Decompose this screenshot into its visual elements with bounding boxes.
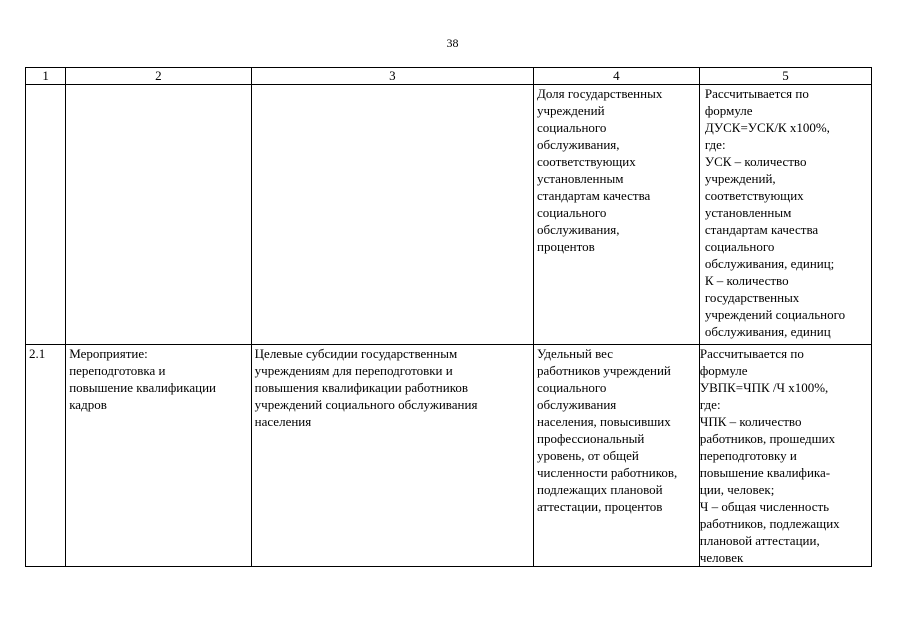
table-row xyxy=(26,85,872,345)
row-number-cell: 2.1 xyxy=(26,345,66,567)
header-cell-4: 4 xyxy=(533,68,699,85)
header-cell-3: 3 xyxy=(251,68,533,85)
event-cell xyxy=(66,85,251,345)
row-number-cell xyxy=(26,85,66,345)
table-header-row xyxy=(26,68,872,85)
description-cell xyxy=(251,85,533,345)
page-number: 38 xyxy=(446,36,459,50)
table-row xyxy=(26,345,872,567)
header-cell-1: 1 xyxy=(26,68,66,85)
indicator-cell: Удельный вес работников учреждений социального обслуживания населения, повысивших профессиональный уровень, от общей численности работников, подлежащих плановой аттестации, процентов xyxy=(533,345,699,567)
header-cell-5: 5 xyxy=(699,68,871,85)
program-table xyxy=(25,67,872,567)
event-cell: Мероприятие: переподготовка и повышение квалификации кадров xyxy=(66,345,251,567)
indicator-cell: Доля государственных учреждений социального обслуживания, соответствующих установленным стандартам качества социального обслуживания, процентов xyxy=(533,85,699,345)
formula-cell: Рассчитывается по формуле УВПК=ЧПК /Ч х100%, где: ЧПК – количество работников, прошедших переподготовку и повышение квалифика- ции, человек; Ч – общая численность работников, подлежащих плановой аттестации, человек xyxy=(699,345,871,567)
formula-cell: Рассчитывается по формуле ДУСК=УСК/К х100%, где: УСК – количество учреждений, соответствующих установленным стандартам качества социального обслуживания, единиц; К – количество государственных учреждений социального обслуживания, единиц xyxy=(699,85,871,345)
header-cell-2: 2 xyxy=(66,68,251,85)
description-cell: Целевые субсидии государственным учреждениям для переподготовки и повышения квалификации работников учреждений социального обслуживания населения xyxy=(251,345,533,567)
